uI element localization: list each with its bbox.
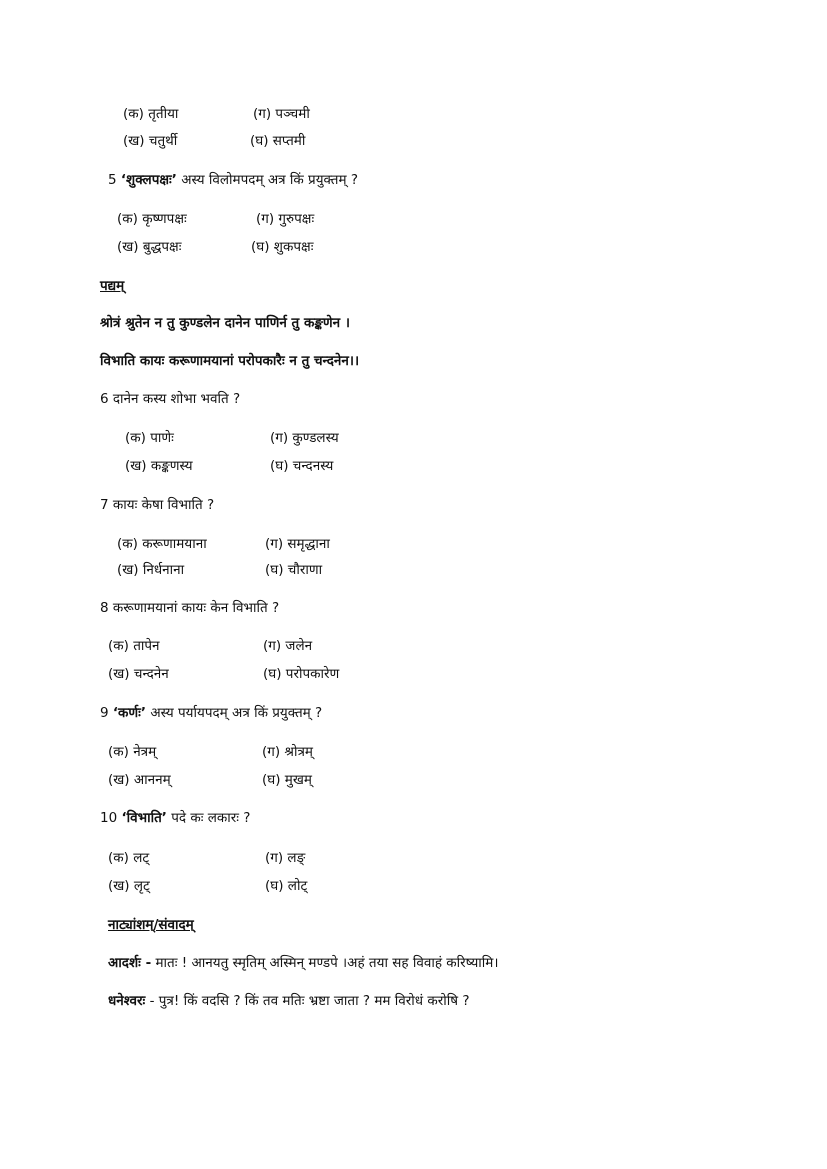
question-keyword: ‘कर्णः’ (112, 705, 147, 721)
option-ga: (ग) पञ्चमी (253, 106, 310, 122)
question-number: 5 (108, 172, 117, 188)
dialogue-text: - पुत्र! किं वदसि ? किं तव मतिः भ्रष्टा जाता ? मम विरोधं करोषि ? (149, 993, 470, 1009)
option-kha: (ख) निर्धनाना (117, 562, 185, 578)
option-kha: (ख) बुद्धपक्षः (117, 239, 182, 255)
option-gha: (घ) मुखम् (262, 772, 312, 788)
option-ka: (क) कृष्णपक्षः (117, 211, 187, 227)
option-gha: (घ) शुकपक्षः (251, 239, 314, 255)
speaker-name: आदर्शः - (108, 955, 152, 971)
option-ga: (ग) लङ् (265, 850, 306, 866)
speaker-name: धनेश्वरः (108, 993, 146, 1009)
option-gha: (घ) चौराणा (265, 562, 323, 578)
question-text: अस्य पर्यायपदम् अत्र किं प्रयुक्तम् ? (150, 705, 323, 721)
section-heading-natyamsham: नाट्यांशम्/संवादम् (108, 917, 194, 933)
question-8: 8 करूणामयानां कायः केन विभाति ? (100, 600, 280, 616)
dialogue-line-2 (108, 992, 470, 1010)
verse-line-2: विभाति कायः करूणामयानां परोपकारैः न तु चन्दनेन।। (100, 353, 360, 369)
question-text: पदे कः लकारः ? (171, 810, 251, 826)
option-ga: (ग) समृद्धाना (265, 536, 330, 552)
question-text: अस्य विलोमपदम् अत्र किं प्रयुक्तम् ? (181, 172, 359, 188)
question-number: 9 (100, 705, 109, 721)
verse-line-1: श्रोत्रं श्रुतेन न तु कुण्डलेन दानेन पाणिर्न तु कङ्कणेन । (100, 315, 350, 331)
question-keyword: ‘शुक्लपक्षः’ (120, 172, 177, 188)
dialogue-text: मातः ! आनयतु स्मृतिम् अस्मिन् मण्डपे ।अहं तया सह विवाहं करिष्यामि। (155, 955, 499, 971)
section-heading-padyam: पद्यम् (100, 278, 125, 294)
option-gha: (घ) सप्तमी (250, 133, 306, 149)
option-ga: (ग) जलेन (263, 638, 313, 654)
option-kha: (ख) कङ्कणस्य (125, 458, 193, 474)
question-6: 6 दानेन कस्य शोभा भवति ? (100, 391, 241, 407)
option-kha: (ख) लृट् (108, 878, 150, 894)
option-ka: (क) पाणेः (125, 430, 174, 446)
option-ka: (क) नेत्रम् (108, 744, 157, 760)
question-10 (100, 809, 250, 827)
option-kha: (ख) चतुर्थी (123, 133, 178, 149)
option-ga: (ग) श्रोत्रम् (262, 744, 314, 760)
option-ka: (क) तृतीया (123, 106, 179, 122)
question-5 (108, 171, 358, 189)
question-number: 10 (100, 810, 118, 826)
question-9 (100, 704, 322, 722)
dialogue-line-1 (108, 954, 499, 972)
question-7: 7 कायः केषा विभाति ? (100, 497, 215, 513)
option-kha: (ख) चन्दनेन (108, 666, 169, 682)
option-ka: (क) तापेन (108, 638, 160, 654)
option-ka: (क) लट् (108, 850, 150, 866)
question-keyword: ‘विभाति’ (121, 810, 167, 826)
option-ga: (ग) कुण्डलस्य (270, 430, 339, 446)
option-gha: (घ) लोट् (265, 878, 308, 894)
option-gha: (घ) परोपकारेण (263, 666, 340, 682)
option-ga: (ग) गुरुपक्षः (256, 211, 315, 227)
option-kha: (ख) आननम् (108, 772, 171, 788)
option-gha: (घ) चन्दनस्य (270, 458, 334, 474)
option-ka: (क) करूणामयाना (117, 536, 207, 552)
